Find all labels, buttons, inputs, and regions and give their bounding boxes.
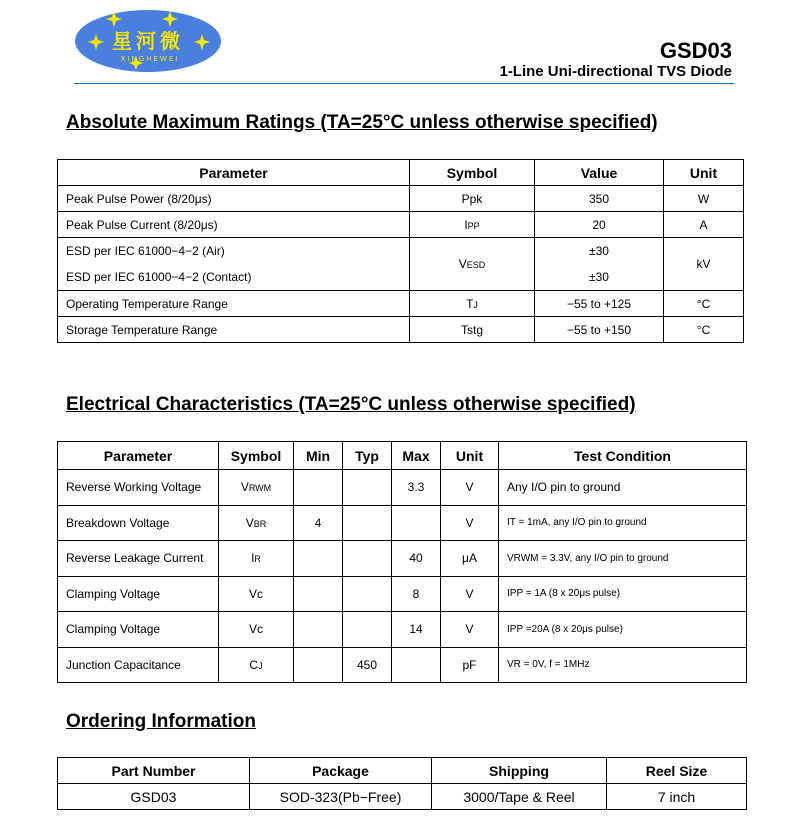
symbol-cell: Ppk	[410, 186, 535, 212]
ec-col-unit: Unit	[441, 442, 499, 470]
condition-cell: IPP =20A (8 x 20μs pulse)	[499, 612, 747, 648]
ordering-header-row	[58, 758, 747, 784]
unit-cell: kV	[664, 238, 744, 291]
max-cell: 8	[392, 576, 441, 612]
ord-col-part-number: Part Number	[58, 758, 250, 784]
symbol-cell: VRWM	[219, 470, 294, 506]
typ-cell	[343, 541, 392, 577]
logo-text-en: XINGHEWEI	[120, 55, 180, 63]
ec-table	[57, 441, 747, 683]
max-cell: 3.3	[392, 470, 441, 506]
amr-section-title: Absolute Maximum Ratings (TA=25°C unless otherwise specified)	[66, 112, 658, 133]
symbol-cell: Vc	[219, 576, 294, 612]
table-row	[58, 291, 744, 317]
header-divider	[74, 83, 734, 84]
unit-cell: V	[441, 505, 499, 541]
amr-col-value: Value	[535, 160, 664, 186]
ec-col-test-condition: Test Condition	[499, 442, 747, 470]
table-row	[58, 470, 747, 506]
value-cell: 20	[535, 212, 664, 238]
reel-cell: 7 inch	[607, 784, 747, 810]
max-cell: 40	[392, 541, 441, 577]
amr-col-unit: Unit	[664, 160, 744, 186]
param-air: ESD per IEC 61000−4−2 (Air)	[66, 244, 225, 258]
ec-col-max: Max	[392, 442, 441, 470]
symbol-cell: VBR	[219, 505, 294, 541]
value-contact: ±30	[589, 270, 609, 284]
amr-col-parameter: Parameter	[58, 160, 410, 186]
condition-cell: Any I/O pin to ground	[499, 470, 747, 506]
ec-header-row	[58, 442, 747, 470]
typ-cell	[343, 505, 392, 541]
ordering-table	[57, 757, 747, 810]
shipping-cell: 3000/Tape & Reel	[432, 784, 607, 810]
ec-col-typ: Typ	[343, 442, 392, 470]
min-cell	[294, 541, 343, 577]
param-cell	[58, 238, 410, 291]
part-cell: GSD03	[58, 784, 250, 810]
value-cell: −55 to +150	[535, 317, 664, 343]
symbol-cell: CJ	[219, 647, 294, 683]
symbol-cell: Vc	[219, 612, 294, 648]
table-row	[58, 317, 744, 343]
condition-cell: VRWM = 3.3V, any I/O pin to ground	[499, 541, 747, 577]
condition-cell: VR = 0V, f = 1MHz	[499, 647, 747, 683]
condition-cell: IT = 1mA, any I/O pin to ground	[499, 505, 747, 541]
min-cell	[294, 470, 343, 506]
min-cell	[294, 647, 343, 683]
symbol-cell: IR	[219, 541, 294, 577]
table-row	[58, 647, 747, 683]
unit-cell: μA	[441, 541, 499, 577]
ec-col-parameter: Parameter	[58, 442, 219, 470]
ordering-section-title: Ordering Information	[66, 711, 256, 732]
table-row	[58, 784, 747, 810]
ord-col-shipping: Shipping	[432, 758, 607, 784]
value-air: ±30	[589, 244, 609, 258]
symbol-cell: TJ	[410, 291, 535, 317]
unit-cell: V	[441, 612, 499, 648]
table-row	[58, 505, 747, 541]
ec-col-symbol: Symbol	[219, 442, 294, 470]
value-cell: −55 to +125	[535, 291, 664, 317]
value-cell	[535, 238, 664, 291]
param-cell: Clamping Voltage	[58, 576, 219, 612]
typ-cell	[343, 576, 392, 612]
ec-col-min: Min	[294, 442, 343, 470]
unit-cell: A	[664, 212, 744, 238]
typ-cell	[343, 470, 392, 506]
param-cell: Clamping Voltage	[58, 612, 219, 648]
amr-col-symbol: Symbol	[410, 160, 535, 186]
ec-section-title: Electrical Characteristics (TA=25°C unless otherwise specified)	[66, 394, 636, 415]
ord-col-package: Package	[250, 758, 432, 784]
param-cell: Operating Temperature Range	[58, 291, 410, 317]
unit-cell: V	[441, 470, 499, 506]
typ-cell	[343, 612, 392, 648]
unit-cell: V	[441, 576, 499, 612]
table-row	[58, 612, 747, 648]
param-cell: Reverse Working Voltage	[58, 470, 219, 506]
value-cell: 350	[535, 186, 664, 212]
unit-cell: °C	[664, 317, 744, 343]
max-cell: 14	[392, 612, 441, 648]
symbol-cell: Tstg	[410, 317, 535, 343]
company-logo	[74, 8, 222, 74]
max-cell	[392, 505, 441, 541]
param-contact: ESD per IEC 61000−4−2 (Contact)	[66, 270, 252, 284]
unit-cell: W	[664, 186, 744, 212]
param-cell: Junction Capacitance	[58, 647, 219, 683]
table-row	[58, 186, 744, 212]
part-subtitle: 1-Line Uni-directional TVS Diode	[499, 63, 732, 80]
max-cell	[392, 647, 441, 683]
param-cell: Storage Temperature Range	[58, 317, 410, 343]
amr-table	[57, 159, 744, 343]
min-cell	[294, 612, 343, 648]
logo-text-cn: 星河微	[112, 29, 184, 53]
symbol-cell: IPP	[410, 212, 535, 238]
param-cell: Peak Pulse Power (8/20μs)	[58, 186, 410, 212]
unit-cell: °C	[664, 291, 744, 317]
package-cell: SOD-323(Pb−Free)	[250, 784, 432, 810]
condition-cell: IPP = 1A (8 x 20μs pulse)	[499, 576, 747, 612]
param-cell: Peak Pulse Current (8/20μs)	[58, 212, 410, 238]
part-number-title: GSD03	[659, 38, 732, 63]
amr-header-row	[58, 160, 744, 186]
param-cell: Reverse Leakage Current	[58, 541, 219, 577]
symbol-cell: VESD	[410, 238, 535, 291]
table-row	[58, 212, 744, 238]
param-cell: Breakdown Voltage	[58, 505, 219, 541]
table-row	[58, 576, 747, 612]
ord-col-reel-size: Reel Size	[607, 758, 747, 784]
typ-cell: 450	[343, 647, 392, 683]
table-row	[58, 541, 747, 577]
min-cell: 4	[294, 505, 343, 541]
min-cell	[294, 576, 343, 612]
table-row	[58, 238, 744, 291]
unit-cell: pF	[441, 647, 499, 683]
